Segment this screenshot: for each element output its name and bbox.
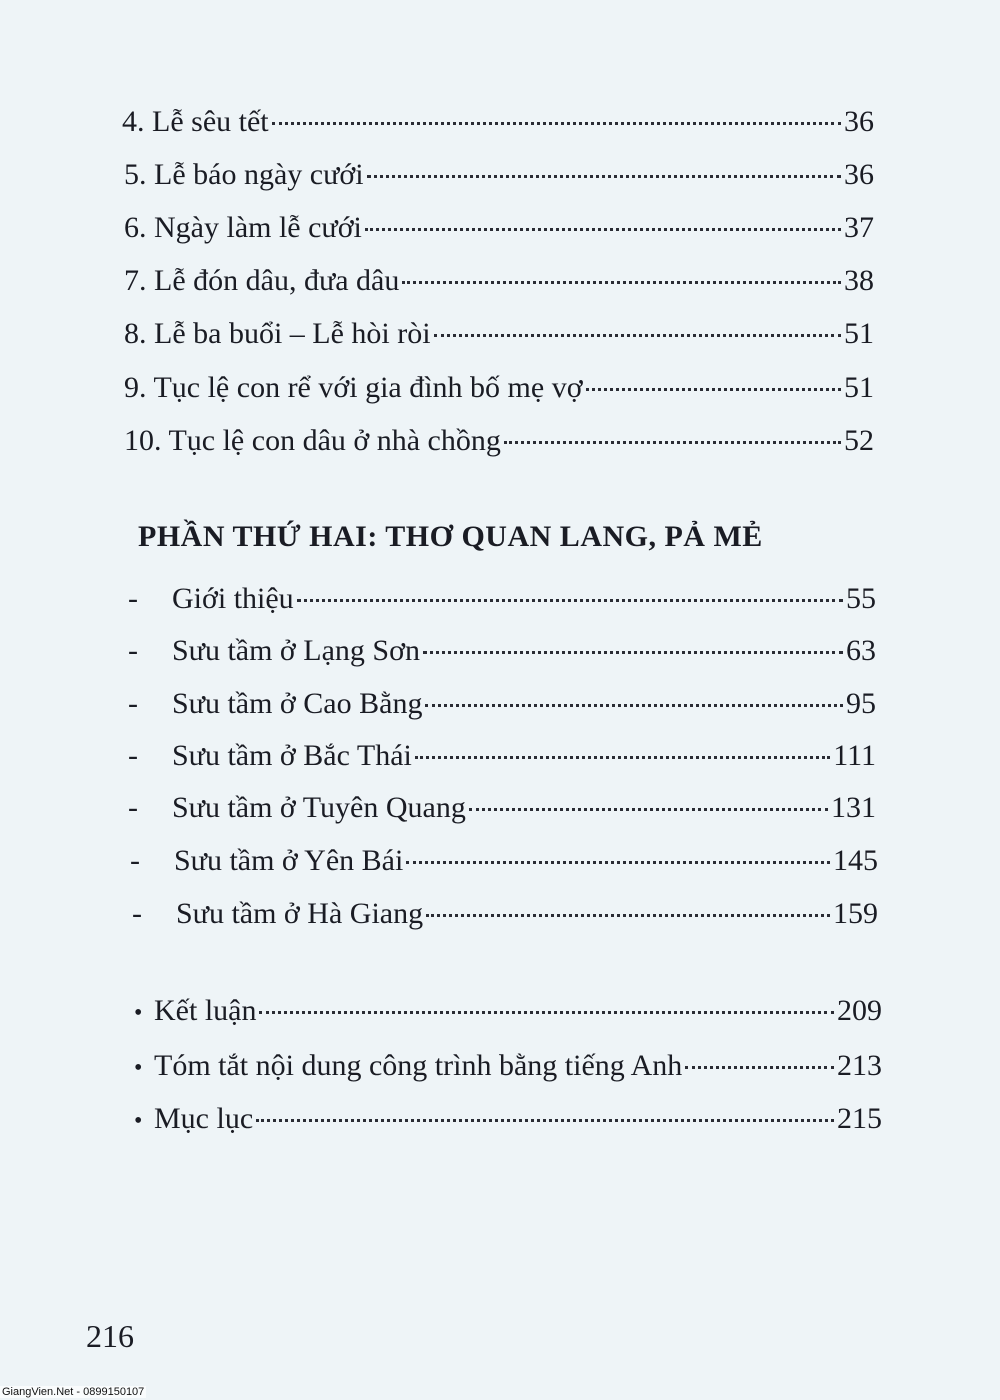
toc-entry-label: Sưu tầm ở Bắc Thái (172, 739, 412, 772)
toc-entry-label: 6. Ngày làm lễ cưới (124, 211, 362, 244)
dash-marker: - (132, 897, 142, 930)
toc-entry-page: 51 (844, 317, 874, 350)
toc-entry-page: 63 (846, 634, 876, 667)
toc-entry (128, 581, 876, 617)
dot-leader (259, 1011, 834, 1014)
toc-entry-label: Giới thiệu (172, 582, 294, 615)
dot-leader (469, 808, 828, 811)
dash-marker: - (130, 844, 140, 877)
toc-entry (124, 157, 874, 193)
toc-entry (124, 423, 874, 459)
toc-entry-label: 9. Tục lệ con rể với gia đình bố mẹ vợ (124, 371, 583, 404)
dot-leader (415, 756, 830, 759)
toc-entry (128, 633, 876, 669)
toc-entry-label: 10. Tục lệ con dâu ở nhà chồng (124, 424, 501, 457)
dot-leader (402, 281, 841, 284)
toc-entry (134, 1101, 882, 1139)
toc-entry (134, 1048, 882, 1086)
dot-leader (586, 388, 841, 391)
toc-entry-page: 131 (831, 791, 876, 824)
toc-entry-label: 4. Lễ sêu tết (122, 105, 269, 138)
toc-entry-label: 8. Lễ ba buổi – Lễ hòi ròi (124, 317, 431, 350)
dot-leader (365, 228, 841, 231)
toc-entry-label: Sưu tầm ở Tuyên Quang (172, 791, 466, 824)
dot-leader (685, 1066, 834, 1069)
toc-entry-page: 52 (844, 424, 874, 457)
toc-entry-page: 36 (844, 158, 874, 191)
bullet-marker: • (134, 1055, 143, 1081)
dot-leader (272, 122, 841, 125)
toc-entry-label: Sưu tầm ở Cao Bằng (172, 687, 423, 720)
page-number: 216 (86, 1318, 134, 1354)
dash-marker: - (128, 634, 138, 667)
dot-leader (504, 441, 841, 444)
toc-entry (132, 896, 878, 932)
dot-leader (425, 704, 843, 707)
toc-entry (128, 738, 876, 774)
bullet-marker: • (134, 1000, 143, 1026)
toc-entry (124, 263, 874, 299)
toc-entry-label: Kết luận (154, 994, 257, 1027)
toc-entry-page: 38 (844, 264, 874, 297)
toc-entry-page: 36 (844, 105, 874, 138)
dash-marker: - (128, 687, 138, 720)
toc-entry (128, 686, 876, 722)
toc-entry-label: Sưu tầm ở Hà Giang (176, 897, 424, 930)
toc-entry (124, 316, 874, 352)
toc-entry-page: 95 (846, 687, 876, 720)
toc-entry-page: 37 (844, 211, 874, 244)
toc-entry-page: 111 (833, 739, 876, 772)
toc-entry-label: Sưu tầm ở Lạng Sơn (172, 634, 420, 667)
dot-leader (297, 599, 843, 602)
toc-entry (122, 104, 874, 140)
toc-entry-label: 7. Lễ đón dâu, đưa dâu (124, 264, 400, 297)
toc-entry (124, 210, 874, 246)
watermark: GiangVien.Net - 0899150107 (2, 1386, 145, 1398)
toc-entry-page: 209 (837, 994, 882, 1027)
toc-entry-page: 159 (833, 897, 878, 930)
dot-leader (423, 651, 843, 654)
dot-leader (434, 334, 841, 337)
toc-entry (124, 370, 874, 406)
toc-entry (128, 790, 876, 826)
toc-entry-label: Tóm tắt nội dung công trình bằng tiếng Anh (154, 1049, 683, 1082)
toc-entry-page: 51 (844, 371, 874, 404)
toc-entry-page: 215 (837, 1102, 882, 1135)
dot-leader (367, 175, 841, 178)
dot-leader (406, 861, 830, 864)
bullet-marker: • (134, 1108, 143, 1134)
toc-entry-page: 213 (837, 1049, 882, 1082)
section-heading: PHẦN THỨ HAI: THƠ QUAN LANG, PẢ MẺ (138, 520, 763, 553)
toc-entry-label: Sưu tầm ở Yên Bái (174, 844, 404, 877)
toc-entry (130, 843, 878, 879)
dash-marker: - (128, 582, 138, 615)
toc-entry-label: 5. Lễ báo ngày cưới (124, 158, 364, 191)
dot-leader (256, 1119, 834, 1122)
toc-entry-label: Mục lục (154, 1102, 254, 1135)
dash-marker: - (128, 739, 138, 772)
toc-entry (134, 993, 882, 1031)
toc-entry-page: 145 (833, 844, 878, 877)
dash-marker: - (128, 791, 138, 824)
toc-entry-page: 55 (846, 582, 876, 615)
dot-leader (426, 914, 830, 917)
